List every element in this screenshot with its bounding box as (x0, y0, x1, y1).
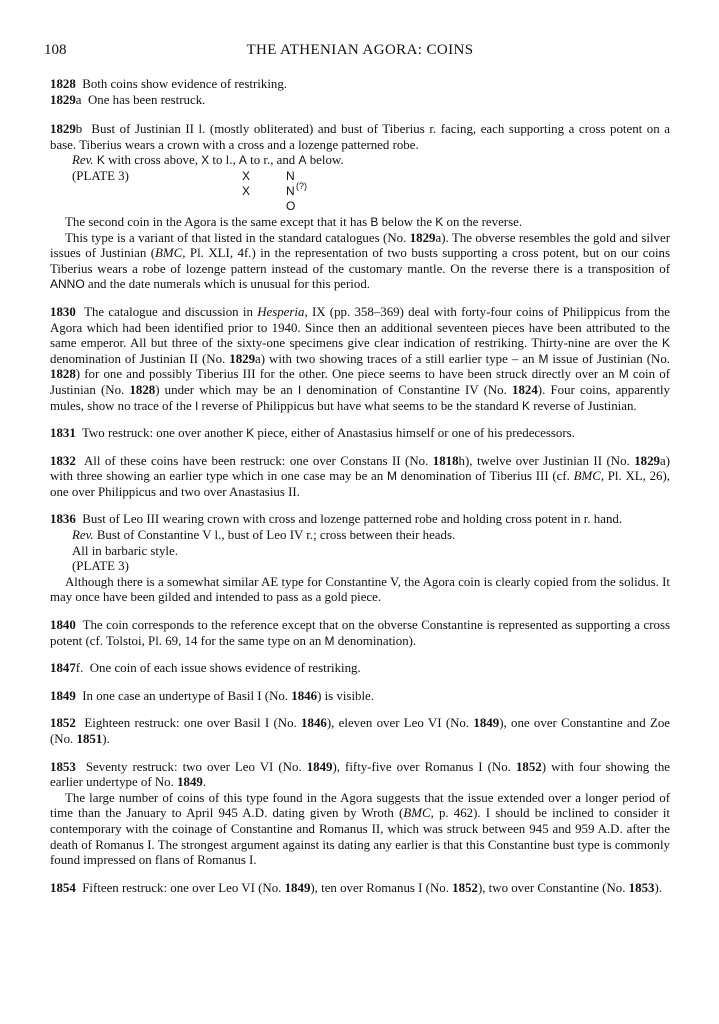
rev-text: to l., (209, 153, 239, 168)
cross-reference: 1849 (306, 759, 333, 774)
entry-number: 1847 (50, 661, 76, 676)
letter-a: A (298, 153, 307, 168)
entry-description (50, 760, 670, 791)
entry-number: 1829 (50, 92, 76, 107)
entry-text: One coin of each issue shows evidence of restriking. (89, 661, 361, 676)
text-run: denomination of Constantine IV (No. (301, 382, 513, 397)
letter-k: K (96, 153, 105, 168)
letter-m: M (386, 469, 397, 484)
style-note: All in barbaric style. (72, 543, 178, 558)
entry-1836 (50, 512, 670, 606)
running-head: THE ATHENIAN AGORA: COINS (246, 42, 474, 58)
entry-number: 1849 (50, 688, 76, 703)
entry-1854 (50, 881, 670, 897)
grid-x-left-2: X (242, 183, 251, 198)
entry-1847f (50, 661, 670, 677)
entry-1830 (50, 305, 670, 414)
entry-1831 (50, 426, 670, 442)
text-run: denomination of Tiberius III (cf. (396, 469, 574, 484)
text-run: piece, either of Anastasius himself or one of his predecessors. (254, 426, 575, 441)
text-run: ). (102, 732, 110, 746)
cross-reference: 1829 (634, 453, 660, 468)
journal-title: Hesperia (257, 304, 305, 319)
text-run: a) with two showing traces of a still earlier type – an (255, 351, 539, 366)
text-run: issue of Justinian (No. (548, 351, 671, 366)
entry-number: 1836 (50, 512, 76, 527)
text-run: The catalogue and discussion in (84, 304, 258, 319)
text-run: The coin corresponds to the reference except that on the obverse Constantine is represented as supporting a cross potent (cf. Tolstoi, Pl. 69, 14 for the same type on an (50, 618, 671, 648)
plate-row (50, 169, 670, 215)
commentary-paragraph (50, 231, 670, 293)
plate-reference: (PLATE 3) (72, 559, 129, 574)
commentary-paragraph: Although there is a somewhat similar AE type for Constantine V, the Agora coin is clearly copied from the solidus. It may once have been gilded and intended to pass as a gold piece. (50, 574, 670, 605)
entry-suffix: a (75, 92, 82, 107)
cross-reference: 1851 (76, 732, 103, 746)
text-run: ), ten over Romanus I (No. (310, 880, 453, 895)
text-run: Two restruck: one over another (82, 426, 247, 441)
grid-o: O (286, 198, 296, 213)
letter-k: K (246, 426, 255, 441)
letter-k: K (435, 214, 444, 229)
grid-n-right-2: N (286, 183, 295, 198)
entry-number: 1840 (50, 618, 76, 633)
entry-number: 1829 (50, 122, 76, 137)
entry-1849 (50, 689, 670, 705)
text-run: reverse of Justinian. (529, 398, 637, 413)
text-run: and the date numerals which is unusual for this period. (84, 277, 370, 292)
plate-reference: (PLATE 3) (72, 168, 129, 183)
grid-x-left: X (242, 168, 251, 183)
rev-label: Rev. (72, 153, 94, 168)
text-run: ) is visible. (317, 688, 374, 703)
text-run: All of these coins have been restruck: one over Constans II (No. (83, 453, 433, 468)
letter-a: A (238, 153, 247, 168)
text-run: The large number of coins of this type found in the Agora suggests that the issue extended over a longer period of time than the January to April 945 A.D. dating given by Wroth ( (50, 790, 670, 821)
cross-reference: 1852 (452, 880, 478, 895)
letter-i: I (194, 398, 199, 413)
letter-k: K (661, 336, 670, 351)
text-run: ) for one and possibly Tiberius III for the other. One piece seems to have been struck directly over an (75, 367, 619, 382)
text-run: ), one over Constantine and Zoe (No. (50, 716, 670, 746)
text-run: , p. 462). I should be inclined to consider it contemporary with the coinage of Constantine and Romanus II, which was struck between 945 and 959 A.D. after the death of Romanus I. The strongest argument against its dating any earlier is that this Constantine bust type is commonly found impressed on flans of Romanus I. (50, 806, 670, 868)
rev-text: Bust of Constantine V l., bust of Leo IV r.; cross between their heads. (93, 528, 456, 543)
page-number: 108 (44, 42, 67, 58)
cross-reference: 1846 (301, 716, 327, 731)
cross-reference: 1849 (473, 716, 500, 731)
text-run: denomination). (334, 633, 417, 648)
page-body (50, 77, 670, 896)
reverse-description (50, 528, 670, 544)
text-run: on the reverse. (443, 214, 523, 229)
text-run: ), fifty-five over Romanus I (No. (332, 759, 516, 774)
text-run: ) under which may be an (155, 382, 298, 397)
commentary-paragraph (50, 215, 670, 231)
entry-number: 1832 (50, 453, 76, 468)
text-run: The second coin in the Agora is the same except that it has (65, 214, 371, 229)
entry-suffix: f. (75, 661, 84, 676)
commentary-paragraph (50, 791, 670, 869)
entry-text: Bust of Justinian II l. (mostly obliterated) and bust of Tiberius r. facing, each supporting a cross potent on a base. Tiberius wears a crown with a cross and a lozenge patterned robe. (50, 122, 670, 152)
cross-reference: 1829 (409, 230, 436, 245)
letter-i: I (297, 382, 302, 397)
text-run: , Pl. XL, 26), one over Philippicus and two over Anastasius II. (50, 469, 670, 499)
entry-number: 1853 (50, 759, 76, 774)
text-run: ), two over Constantine (No. (477, 880, 629, 895)
text-run: Eighteen restruck: one over Basil I (No. (84, 716, 302, 731)
rev-text: to r., and (246, 153, 299, 168)
rev-label: Rev. (72, 528, 94, 543)
text-run: a). The obverse resembles the gold and silver issues of Justinian ( (50, 230, 670, 261)
text-run: . (202, 775, 207, 790)
text-run: This type is a variant of that listed in the standard catalogues (No. (65, 230, 410, 245)
cross-reference: 1849 (177, 775, 203, 790)
entry-1852 (50, 716, 670, 747)
text-run: In one case an undertype of Basil I (No. (82, 688, 292, 703)
letter-m: M (324, 633, 335, 648)
text-run: ). Four coins, apparently mules, show no trace of the (50, 382, 670, 413)
entry-1853 (50, 760, 670, 869)
entry-number: 1830 (50, 304, 76, 319)
letter-k: K (521, 398, 530, 413)
text-run: reverse of Philippicus but have what seems to be the standard (198, 398, 522, 413)
text-run: coin of Justinian (No. (50, 367, 670, 397)
entry-number: 1828 (50, 77, 76, 91)
rev-text: with cross above, (104, 153, 202, 168)
entry-number: 1831 (50, 426, 76, 441)
entry-text: Both coins show evidence of restriking. (82, 77, 288, 91)
letter-x: X (201, 153, 210, 168)
cross-reference: 1849 (284, 880, 311, 895)
text-run: h), twelve over Justinian II (No. (458, 453, 635, 468)
reverse-letter-layout (240, 169, 330, 215)
page-header (44, 43, 676, 65)
text-run: ), eleven over Leo VI (No. (326, 716, 474, 731)
cross-reference: 1828 (129, 382, 156, 397)
entry-1829b (50, 122, 670, 293)
cross-reference: 1852 (515, 759, 542, 774)
letter-b: B (370, 214, 379, 229)
cross-reference: 1824 (512, 382, 538, 397)
grid-n-right: N (286, 168, 295, 183)
entry-text: Bust of Leo III wearing crown with cross and lozenge patterned robe and holding cross potent in r. hand. (82, 512, 623, 527)
entry-1829a (50, 93, 670, 109)
entry-1828 (50, 77, 670, 93)
entry-text: One has been restruck. (87, 92, 206, 107)
text-run: a) with three showing an earlier type which in one case may be an (50, 453, 670, 484)
text-run: , Pl. XLI, 4f.) in the representation of two busts supporting a cross potent, but on our coins Tiberius wears a robe of lozenge pattern instead of the customary mantle. On the reverse there is a transposition of (50, 246, 670, 276)
cross-reference: 1846 (291, 688, 318, 703)
letter-m: M (618, 367, 629, 382)
cross-reference: 1818 (432, 453, 459, 468)
citation-abbrev: BMC (403, 806, 431, 821)
letter-m: M (538, 351, 549, 366)
cross-reference: 1829 (229, 351, 256, 366)
legend-anno: ANNO (50, 277, 85, 292)
text-run: Seventy restruck: two over Leo VI (No. (85, 759, 307, 774)
cross-reference: 1828 (50, 367, 76, 382)
citation-abbrev: BMC (573, 469, 601, 484)
entry-description (50, 122, 670, 153)
text-run: ) with four showing the earlier undertype of No. (50, 759, 671, 790)
text-run: below the (378, 214, 436, 229)
text-run: Fifteen restruck: one over Leo VI (No. (82, 880, 285, 895)
entry-description (50, 512, 670, 528)
grid-query: (?) (296, 180, 307, 191)
entry-number: 1854 (50, 880, 76, 895)
entry-1840 (50, 618, 670, 649)
entry-suffix: b (75, 122, 83, 137)
reverse-description (50, 153, 670, 169)
entry-number: 1852 (50, 716, 76, 731)
text-run: ). (654, 880, 662, 895)
rev-text: below. (306, 153, 344, 168)
cross-reference: 1853 (628, 880, 655, 895)
entry-1832 (50, 454, 670, 501)
text-run: , IX (pp. 358–369) deal with forty-four coins of Philippicus from the Agora which had been identified prior to 1940. Since then an additional seventeen pieces have been attributed to the same emperor. All but three of the sixty-one specimens give clear indication of restriking. Thirty-nine are over the (50, 304, 670, 351)
citation-abbrev: BMC (155, 246, 183, 261)
text-run: denomination of Justinian II (No. (50, 351, 230, 366)
